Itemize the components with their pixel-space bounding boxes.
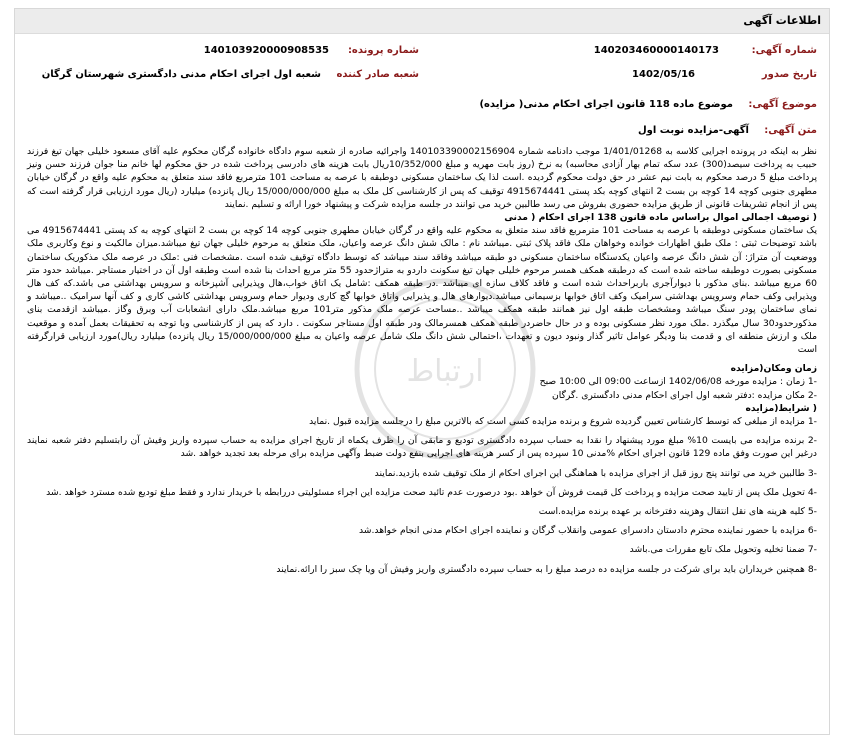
conditions-title: ( شرایط(مزایده <box>745 402 817 414</box>
description-title: ( توصیف اجمالی اموال براساس ماده قانون 138 اجرای احکام ( مدنی <box>504 212 817 224</box>
condition-item-3: -3 طالبین خرید می توانند پنج روز قبل از اجرای مزایده با هماهنگی این اجرای احکام از ملک توقیف شده بازدید.نمایند <box>374 467 817 479</box>
ad-number-label: شماره آگهی: <box>751 45 817 56</box>
watermark-text: ارتباط <box>406 354 484 389</box>
file-number-label: شماره پرونده: <box>347 45 419 56</box>
issuing-branch-value: شعبه اول اجرای احکام مدنی دادگستری شهرستان گرگان <box>41 69 321 80</box>
ad-text-label: متن آگهی: <box>764 125 817 136</box>
place-item: -2 مکان مزایده :دفتر شعبه اول اجرای احکام مدنی دادگستری .گرگان <box>551 389 817 401</box>
file-number-value: 140103920000908535 <box>203 45 329 56</box>
ad-card <box>14 8 830 735</box>
time-place-title: زمان ومکان(مزایده <box>730 363 817 375</box>
issuing-branch-label: شعبه صادر کننده <box>336 69 419 80</box>
ad-body <box>27 145 817 576</box>
condition-item-6: -6 مزایده با حضور نماینده محترم دادستان دادسرای عمومی وانقلاب گرگان و نماینده اجرای احکام مدنی انجام خواهد.شد <box>358 525 817 537</box>
time-item: -1 زمان : مزایده مورخه 1402/06/08 ازساعت 09:00 الی 10:00 صبح <box>539 376 817 388</box>
issue-date-value: 1402/05/16 <box>632 69 695 80</box>
intro-paragraph: نظر به اینکه در پرونده اجرایی کلاسه به 1/401/01268 موجب دادنامه شماره 140103390002156904 واجرائیه صادره از شعبه سوم دادگاه خانواده گرگان محکوم علیه آقای مسعود خلیلی جهان تیغ فرزند حبیب به پرداخت سیصد(300) عدد سکه تمام بهار آزادی محاسبه) به نرخ (روز بابت مهریه و مبلغ 10/352/000ریال بابت هزینه های دادرسی پرداخت شده در حق محکوم لها خانم منا جوان فرزند حسن ونیز پرداخت مبلغ 5 درصد محکوم به بابت نیم عشر در حق دولت محکوم گردیده .است لذا یک ساختمان مسکونی دوطبقه با عرصه به مساحت 101 مترمربع فاقد سند متعلق به محکوم علیه واقع در گرگان خیابان مطهری جنوبی کوچه 14 کوچه بن بست 2 انتهای کوچه بکد پستی 4915674441 توقیف که پس از کارشناسی کل ملک به مبلغ 15/000/000/000 ریال پانزده) میلیارد (ریال مورد ارزیابی قرار گرفته است که پس از انجام تشریفات قانونی از طریق مزایده حضوری بفروش می رسد طالبین خرید می توانند در جلسه مزایده شرکت و پیشنهاد خورا ارائه و تسلیم .نمایند <box>27 146 818 210</box>
condition-item-8: -8 همچنین خریداران باید برای شرکت در جلسه مزایده ده درصد مبلغ را به حساب سپرده دادگستری واریز وفیش آن ویا چک سبز را ارائه.نمایند <box>276 563 817 575</box>
issue-date-label: تاریخ صدور <box>761 69 817 80</box>
card-header-title: اطلاعات آگهی <box>15 9 829 34</box>
condition-item-7: -7 ضمنا تخلیه وتحویل ملک تابع مقررات می.باشد <box>629 544 817 556</box>
condition-item-4: -4 تحویل ملک پس از تایید صحت مزایده و پرداخت کل قیمت فروش آن خواهد .بود درصورت عدم تائید صحت مزایده این اجراء مسئولیتی دررابطه با خریدار ندارد و فقط مبلغ تودیع شده مسترد خواهد .شد <box>46 486 817 498</box>
ad-text-title: آگهی-مزایده نوبت اول <box>637 125 749 136</box>
subject-value: موضوع ماده 118 قانون اجرای احکام مدنی( مزایده) <box>479 99 733 110</box>
condition-item-2: -2 برنده مزایده می بایست 10% مبلغ مورد پیشنهاد را نقدا به حساب سپرده دادگستری تودیع و مابقی آن را ظرف یکماه از تاریخ اجرای مزایده به حساب سپرده واریز وفیش آن رابتسلیم دفتر شعبه نمایند درغیر این صورت وفق ماده 129 قانون اجرای احکام %مدنی 10 سپرده پس از کسر هزینه های اجرایی بنفع دولت ضبط وآگهی مزایده برای مرحله بعد تجدید خواهد .شد <box>27 435 817 460</box>
ad-number-value: 140203460000140173 <box>593 45 719 56</box>
condition-item-1: -1 مزایده از مبلغی که توسط کارشناس تعیین گردیده شروع و برنده مزایده کسی است که بالاترین مبلغ را درجلسه مزایده قبول .نماید <box>309 416 817 428</box>
description-paragraph: یک ساختمان مسکونی دوطبقه با عرصه به مساحت 101 مترمربع فاقد سند متعلق به محکوم علیه واقع در گرگان خیابان مطهری جنوبی کوچه 14 کوچه بن بست 2 انتهای کوچه به کد پستی 4915674441 می باشد توضیحات ثبتی : ملک طبق اظهارات خوانده وخواهان ملک فاقد پلاک ثبتی .میباشد نام : مالک شش دانگ عرصه واعیان، ملک متعلق به مرحوم خلیلی جهان تیغ میباشد.میزان مالکیت و نوع وکاربری ملک ووضعیت آن متراژ: آن شش دانگ عرصه واعیان یکدستگاه ساختمان مسکونی دو طبقه میباشد وفاقد سند میباشد که توسط دادگاه توقیف شده است .مشخصات فنی :ملک در عرصه ملک مذکوریک ساختمان مسکونی بصورت دوطبقه ساخته شده است که درطبقه همکف همسر مرحوم خلیلی جهان تیغ سکونت داردو به متراژحدود 55 متر مربع احداث بنا شده است وطبقه اول آن در اختیار مستاجر .میباشد حدود متر 60 مربع میباشد .بنای مذکور با دیوارآجری باربراحداث شده است و فاقد کلاف سازه ای میباشد .در طبقه همکف :شامل یک اتاق خواب،هال وپذیرایی آشپزخانه و سرویس بهداشتی می باشد.که کف هال وپذیرایی وکف حمام وسرویس بهداشتی سرامیک وکف اتاق خوابها بزسیمانی میباشد.دیوارهای هال و پذیرایی واتاق خوابها گچ کاری ودیوار حمام وسرویس بهداشتی کاشی کاری و کف آنها سرامیک ..میباشد و نمای ساختمان پودر سنگ میباشد ومشخصات طبقه اول نیز همانند طبقه همکف میباشد ..مساحت عرصه ملک مذکور متر101 مربع میباشد.ملک دارای انشعابات آب وبرق وگاز .میباشد ازقدمت بنای مذکورحدود30 سال میگذرد .ملک مورد نظر مسکونی بوده و در حال حاضردر طبقه همکف همسرمالک ودر طبقه اول مستاجر سکونت . دارد که پس از کارشناسی وبا توجه به تحقیقات بعمل آمده و موقعیت ملک و ارزش منطقه ای و قدمت بنا ودیگر عوامل تاثیر گذار ونبود دیون و تعهدات ،احتمالی شش دانگ ملک شامل عرصه واعیان به مبلغ 15/000/000/000 ریال پانزده) میلیارد ریال)مورد ارزیابی قرارگرفته است <box>27 225 818 356</box>
condition-item-5: -5 کلیه هزینه های نقل انتقال وهزینه دفترخانه بر عهده برنده مزایده.است <box>538 506 817 518</box>
subject-label: موضوع آگهی: <box>748 99 817 110</box>
